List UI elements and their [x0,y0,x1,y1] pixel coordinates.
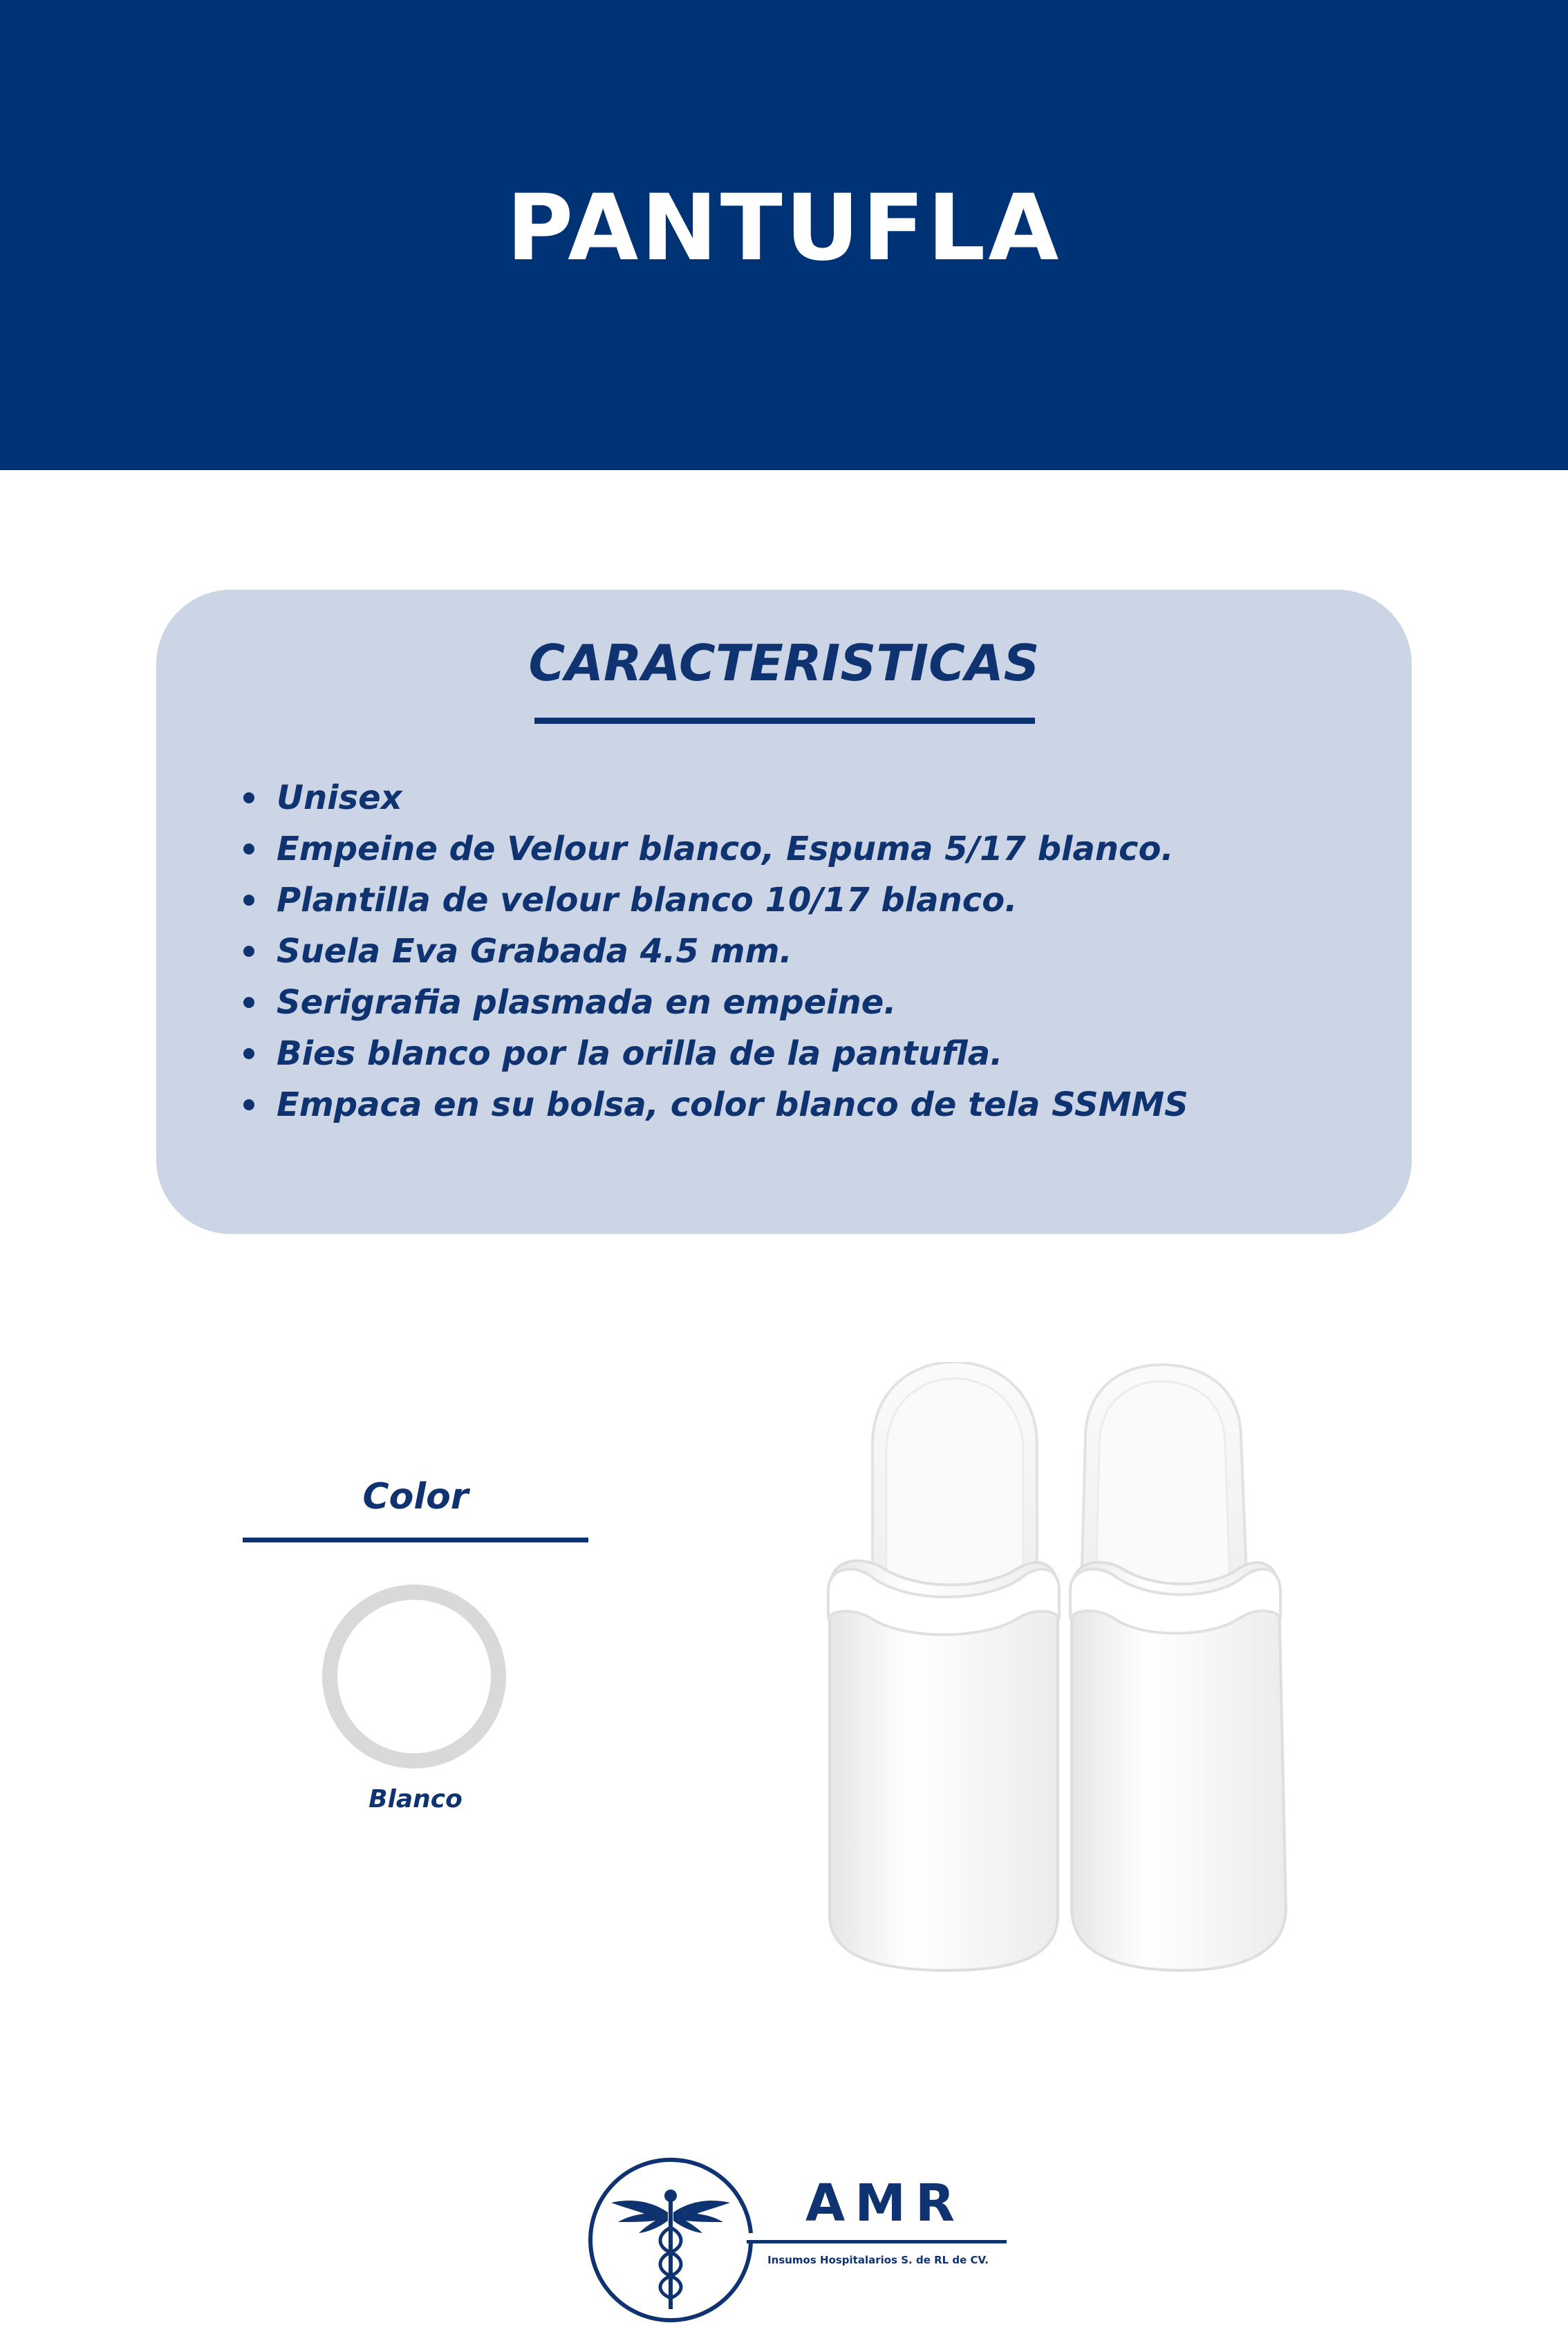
feature-item [243,926,1188,977]
color-heading-underline [243,1538,588,1542]
feature-text: Unisex [277,778,402,817]
feature-item [243,977,1188,1028]
feature-item [243,1028,1188,1079]
slippers-illustration [809,1362,1307,1991]
company-logo [581,2150,1009,2330]
header-banner [0,0,1568,470]
feature-text: Plantilla de velour blanco 10/17 blanco. [277,881,1018,920]
bullet-icon [243,1048,254,1059]
feature-text: Empaca en su bolsa, color blanco de tela SSMMS [277,1085,1188,1124]
caduceus-icon [581,2150,760,2330]
feature-item [243,772,1188,823]
page-title: PANTUFLA [506,175,1062,281]
feature-item [243,1079,1188,1130]
logo-subtitle: Insumos Hospitalarios S. de RL de CV. [767,2254,989,2266]
color-swatch-white [322,1585,506,1768]
feature-text: Empeine de Velour blanco, Espuma 5/17 blanco. [277,830,1174,868]
color-heading: Color [362,1476,469,1518]
feature-text: Serigrafia plasmada en empeine. [277,983,897,1022]
features-list [243,772,1188,1130]
bullet-icon [243,792,254,803]
left-slipper [828,1362,1059,1970]
right-slipper [1070,1365,1286,1970]
bullet-icon [243,946,254,957]
bullet-icon [243,997,254,1008]
logo-name: AMR [805,2174,964,2233]
bullet-icon [243,843,254,855]
bullet-icon [243,1099,254,1110]
feature-item [243,875,1188,926]
bullet-icon [243,895,254,906]
feature-text: Bies blanco por la orilla de la pantufla. [277,1034,1003,1073]
features-heading-underline [534,718,1035,724]
logo-divider [747,2240,1007,2243]
features-card [156,590,1412,1234]
feature-text: Suela Eva Grabada 4.5 mm. [277,932,792,971]
feature-item [243,823,1188,875]
product-image-slippers [809,1362,1307,1991]
color-name-label: Blanco [368,1785,463,1813]
features-heading: CARACTERISTICAS [528,634,1040,692]
